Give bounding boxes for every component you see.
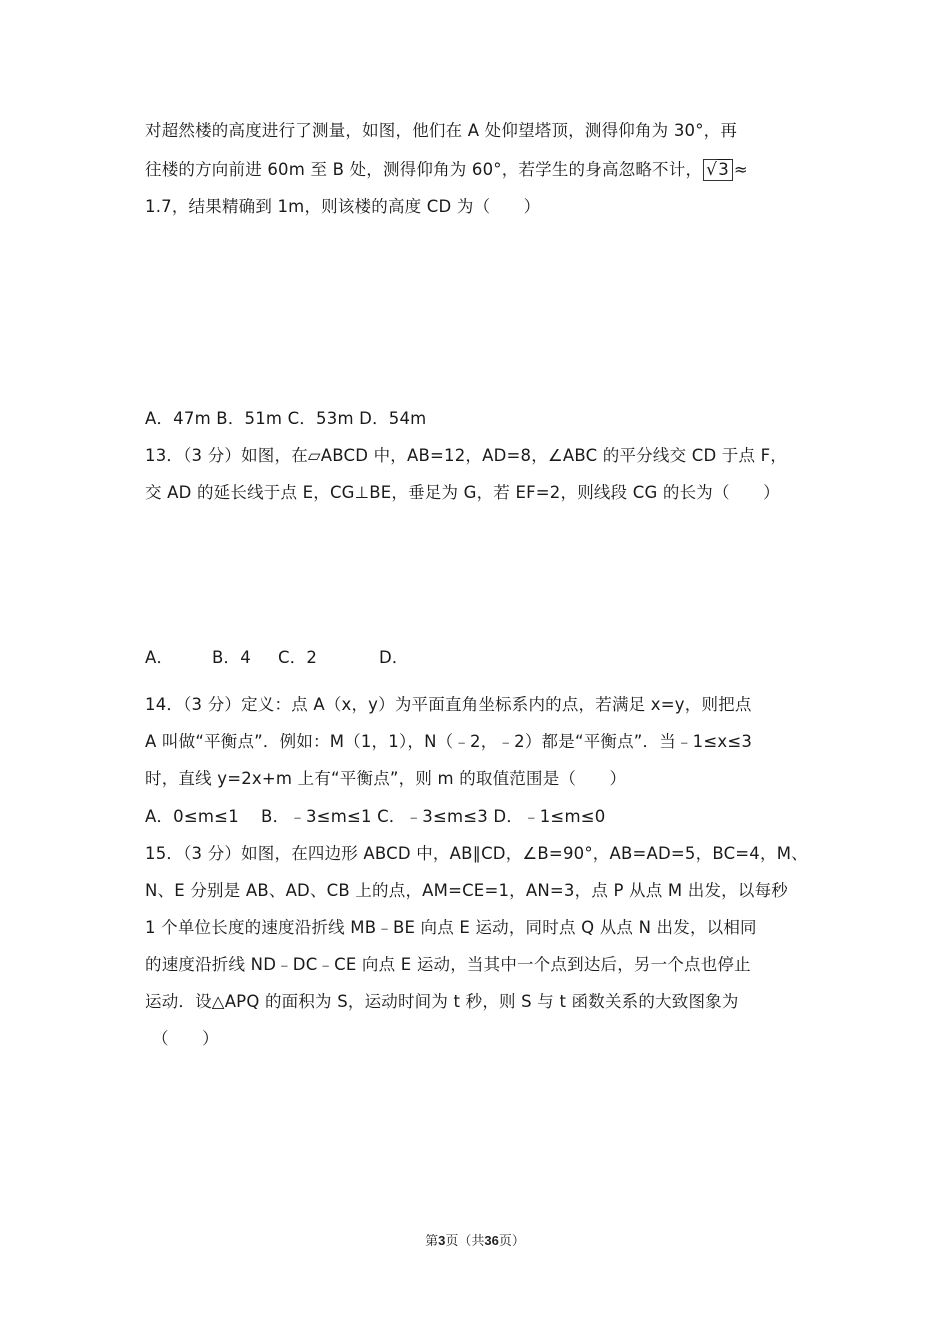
footer-prefix: 第 [425, 1234, 439, 1249]
q12-line-2-text: 往楼的方向前进 60m 至 B 处，测得仰角为 60°，若学生的身高忽略不计， [145, 160, 703, 179]
q14-line-1: 14．（3 分）定义：点 A（x，y）为平面直角坐标系内的点，若满足 x=y，则把点 [145, 695, 752, 714]
q15-line-1: 15．（3 分）如图，在四边形 ABCD 中，AB∥CD，∠B=90°，AB=AD=5，BC=4，M、 [145, 844, 808, 863]
footer-total-pages: 36 [484, 1233, 499, 1248]
q14-options: A．0≤m≤1 B．﹣3≤m≤1 C．﹣3≤m≤3 D．﹣1≤m≤0 [145, 807, 606, 826]
q13-figure-area [145, 515, 805, 640]
q13-line-1: 13．（3 分）如图，在▱ABCD 中，AB=12，AD=8，∠ABC 的平分线交 CD 于点 F， [145, 446, 788, 465]
footer-page-number: 3 [438, 1233, 446, 1248]
q15-line-2: N、E 分别是 AB、AD、CB 上的点，AM=CE=1，AN=3，点 P 从点 M 出发，以每秒 [145, 881, 788, 900]
q12-options: A．47m B．51m C．53m D．54m [145, 409, 427, 428]
q15-line-4: 的速度沿折线 ND﹣DC﹣CE 向点 E 运动，当其中一个点到达后，另一个点也停止 [145, 955, 751, 974]
q12-line-1: 对超然楼的高度进行了测量，如图，他们在 A 处仰望塔顶，测得仰角为 30°，再 [145, 121, 738, 140]
approx-symbol: ≈ [733, 160, 748, 179]
q13-option-c: C．2 [278, 648, 318, 667]
footer-middle: 页（共 [445, 1234, 485, 1249]
q15-line-5: 运动．设△APQ 的面积为 S，运动时间为 t 秒，则 S 与 t 函数关系的大致图象为 [145, 992, 739, 1011]
q14-line-2: A 叫做“平衡点”．例如：M（1，1），N（﹣2，﹣2）都是“平衡点”．当﹣1≤x≤3 [145, 732, 753, 751]
q13-options [145, 647, 409, 669]
q13-option-d: D． [379, 648, 409, 667]
q12-line-2 [145, 159, 748, 181]
page-footer [0, 1230, 950, 1249]
q13-option-a: A． [145, 648, 174, 667]
q12-figure-area [145, 230, 805, 400]
q15-line-3: 1 个单位长度的速度沿折线 MB﹣BE 向点 E 运动，同时点 Q 从点 N 出发，以相同 [145, 918, 757, 937]
q15-line-6: （ ） [152, 1029, 219, 1048]
sqrt-formula-box [703, 159, 733, 181]
q12-line-3: 1.7，结果精确到 1m，则该楼的高度 CD 为（ ） [145, 197, 541, 216]
radical-sign: √ [706, 160, 718, 180]
footer-suffix: 页） [498, 1234, 525, 1249]
q14-line-3: 时，直线 y=2x+m 上有“平衡点”，则 m 的取值范围是（ ） [145, 769, 627, 788]
radicand: 3 [718, 160, 729, 179]
q13-option-b: B．4 [212, 648, 251, 667]
q13-line-2: 交 AD 的延长线于点 E，CG⊥BE，垂足为 G，若 EF=2，则线段 CG 的长为（ ） [145, 483, 780, 502]
